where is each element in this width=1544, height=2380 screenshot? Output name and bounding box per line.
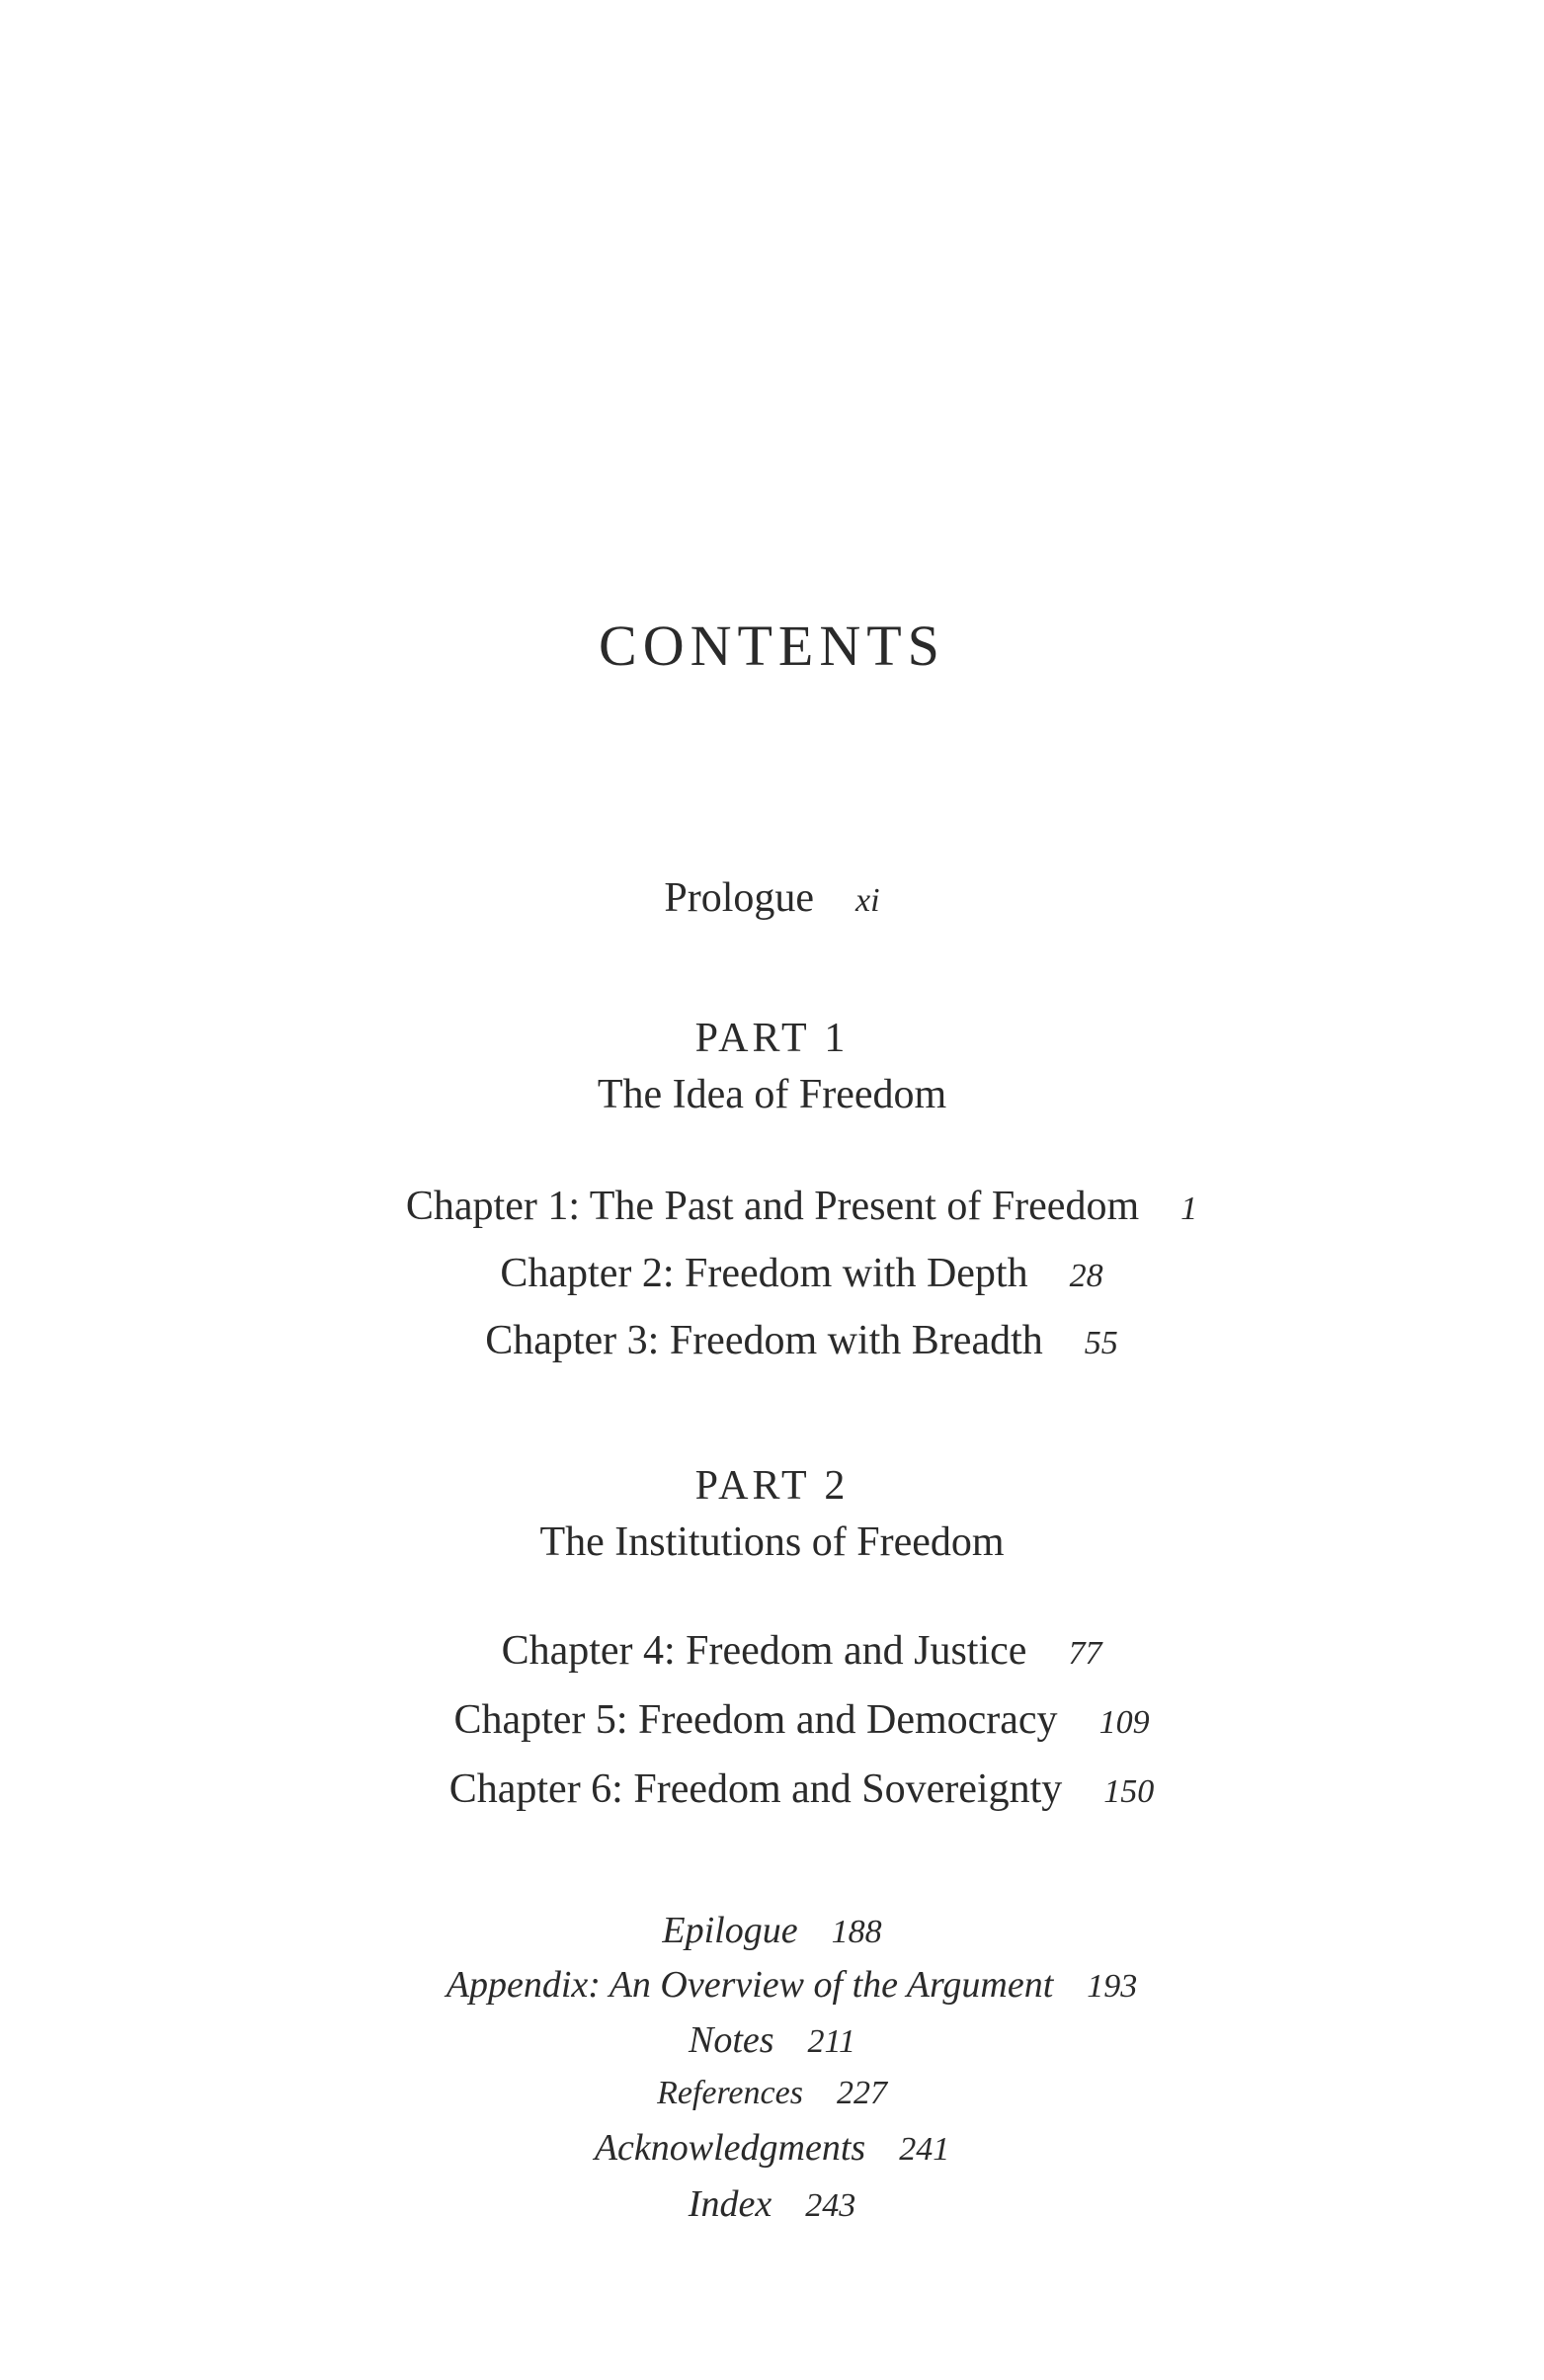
toc-entry-chapter-1[interactable] bbox=[30, 1186, 1544, 1227]
toc-entry-chapter-2[interactable] bbox=[30, 1253, 1544, 1294]
toc-entry-prologue[interactable] bbox=[0, 877, 1544, 919]
toc-entry-chapter-5[interactable] bbox=[30, 1699, 1544, 1741]
entry-page-number: 211 bbox=[807, 2023, 856, 2060]
toc-entry-references[interactable] bbox=[0, 2077, 1544, 2110]
entry-label: References bbox=[657, 2075, 803, 2111]
toc-entry-chapter-3[interactable] bbox=[30, 1320, 1544, 1361]
entry-page-number: 243 bbox=[805, 2187, 856, 2224]
entry-label: Appendix: An Overview of the Argument bbox=[446, 1964, 1054, 2006]
toc-entry-appendix[interactable] bbox=[20, 1966, 1544, 2004]
entry-page-number: 28 bbox=[1069, 1258, 1103, 1294]
entry-label: Chapter 1: The Past and Present of Freedom bbox=[405, 1184, 1140, 1229]
entry-page-number: 227 bbox=[836, 2075, 887, 2111]
entry-page-number: xi bbox=[855, 882, 880, 919]
part-2-heading: PART 2 bbox=[694, 1463, 850, 1509]
entry-page-number: 109 bbox=[1098, 1704, 1150, 1741]
entry-label: Prologue bbox=[664, 875, 815, 921]
page-title: CONTENTS bbox=[599, 614, 945, 678]
entry-page-number: 55 bbox=[1084, 1325, 1118, 1361]
entry-page-number: 1 bbox=[1180, 1190, 1198, 1227]
entry-page-number: 193 bbox=[1087, 1968, 1138, 2005]
entry-label: Chapter 4: Freedom and Justice bbox=[501, 1628, 1027, 1674]
entry-label: Chapter 3: Freedom with Breadth bbox=[485, 1318, 1043, 1363]
part-2-title: The Institutions of Freedom bbox=[539, 1519, 1005, 1565]
entry-page-number: 77 bbox=[1068, 1635, 1102, 1672]
entry-page-number: 241 bbox=[899, 2131, 950, 2168]
entry-label: Acknowledgments bbox=[594, 2127, 866, 2169]
toc-entry-index[interactable] bbox=[0, 2185, 1544, 2223]
entry-label: Chapter 2: Freedom with Depth bbox=[500, 1251, 1028, 1296]
toc-entry-chapter-4[interactable] bbox=[30, 1630, 1544, 1672]
entry-label: Notes bbox=[688, 2019, 774, 2061]
entry-label: Chapter 6: Freedom and Sovereignty bbox=[448, 1766, 1063, 1812]
entry-page-number: 188 bbox=[831, 1914, 882, 1950]
entry-page-number: 150 bbox=[1103, 1773, 1155, 1810]
entry-label: Index bbox=[688, 2183, 772, 2225]
entry-label: Epilogue bbox=[662, 1910, 798, 1951]
part-1-heading: PART 1 bbox=[694, 1016, 850, 1061]
entry-label: Chapter 5: Freedom and Democracy bbox=[453, 1697, 1058, 1743]
toc-entry-epilogue[interactable] bbox=[0, 1912, 1544, 1949]
part-1-title: The Idea of Freedom bbox=[597, 1072, 947, 1117]
toc-entry-notes[interactable] bbox=[0, 2021, 1544, 2059]
toc-entry-chapter-6[interactable] bbox=[30, 1768, 1544, 1810]
toc-entry-acknowledgments[interactable] bbox=[0, 2129, 1544, 2167]
